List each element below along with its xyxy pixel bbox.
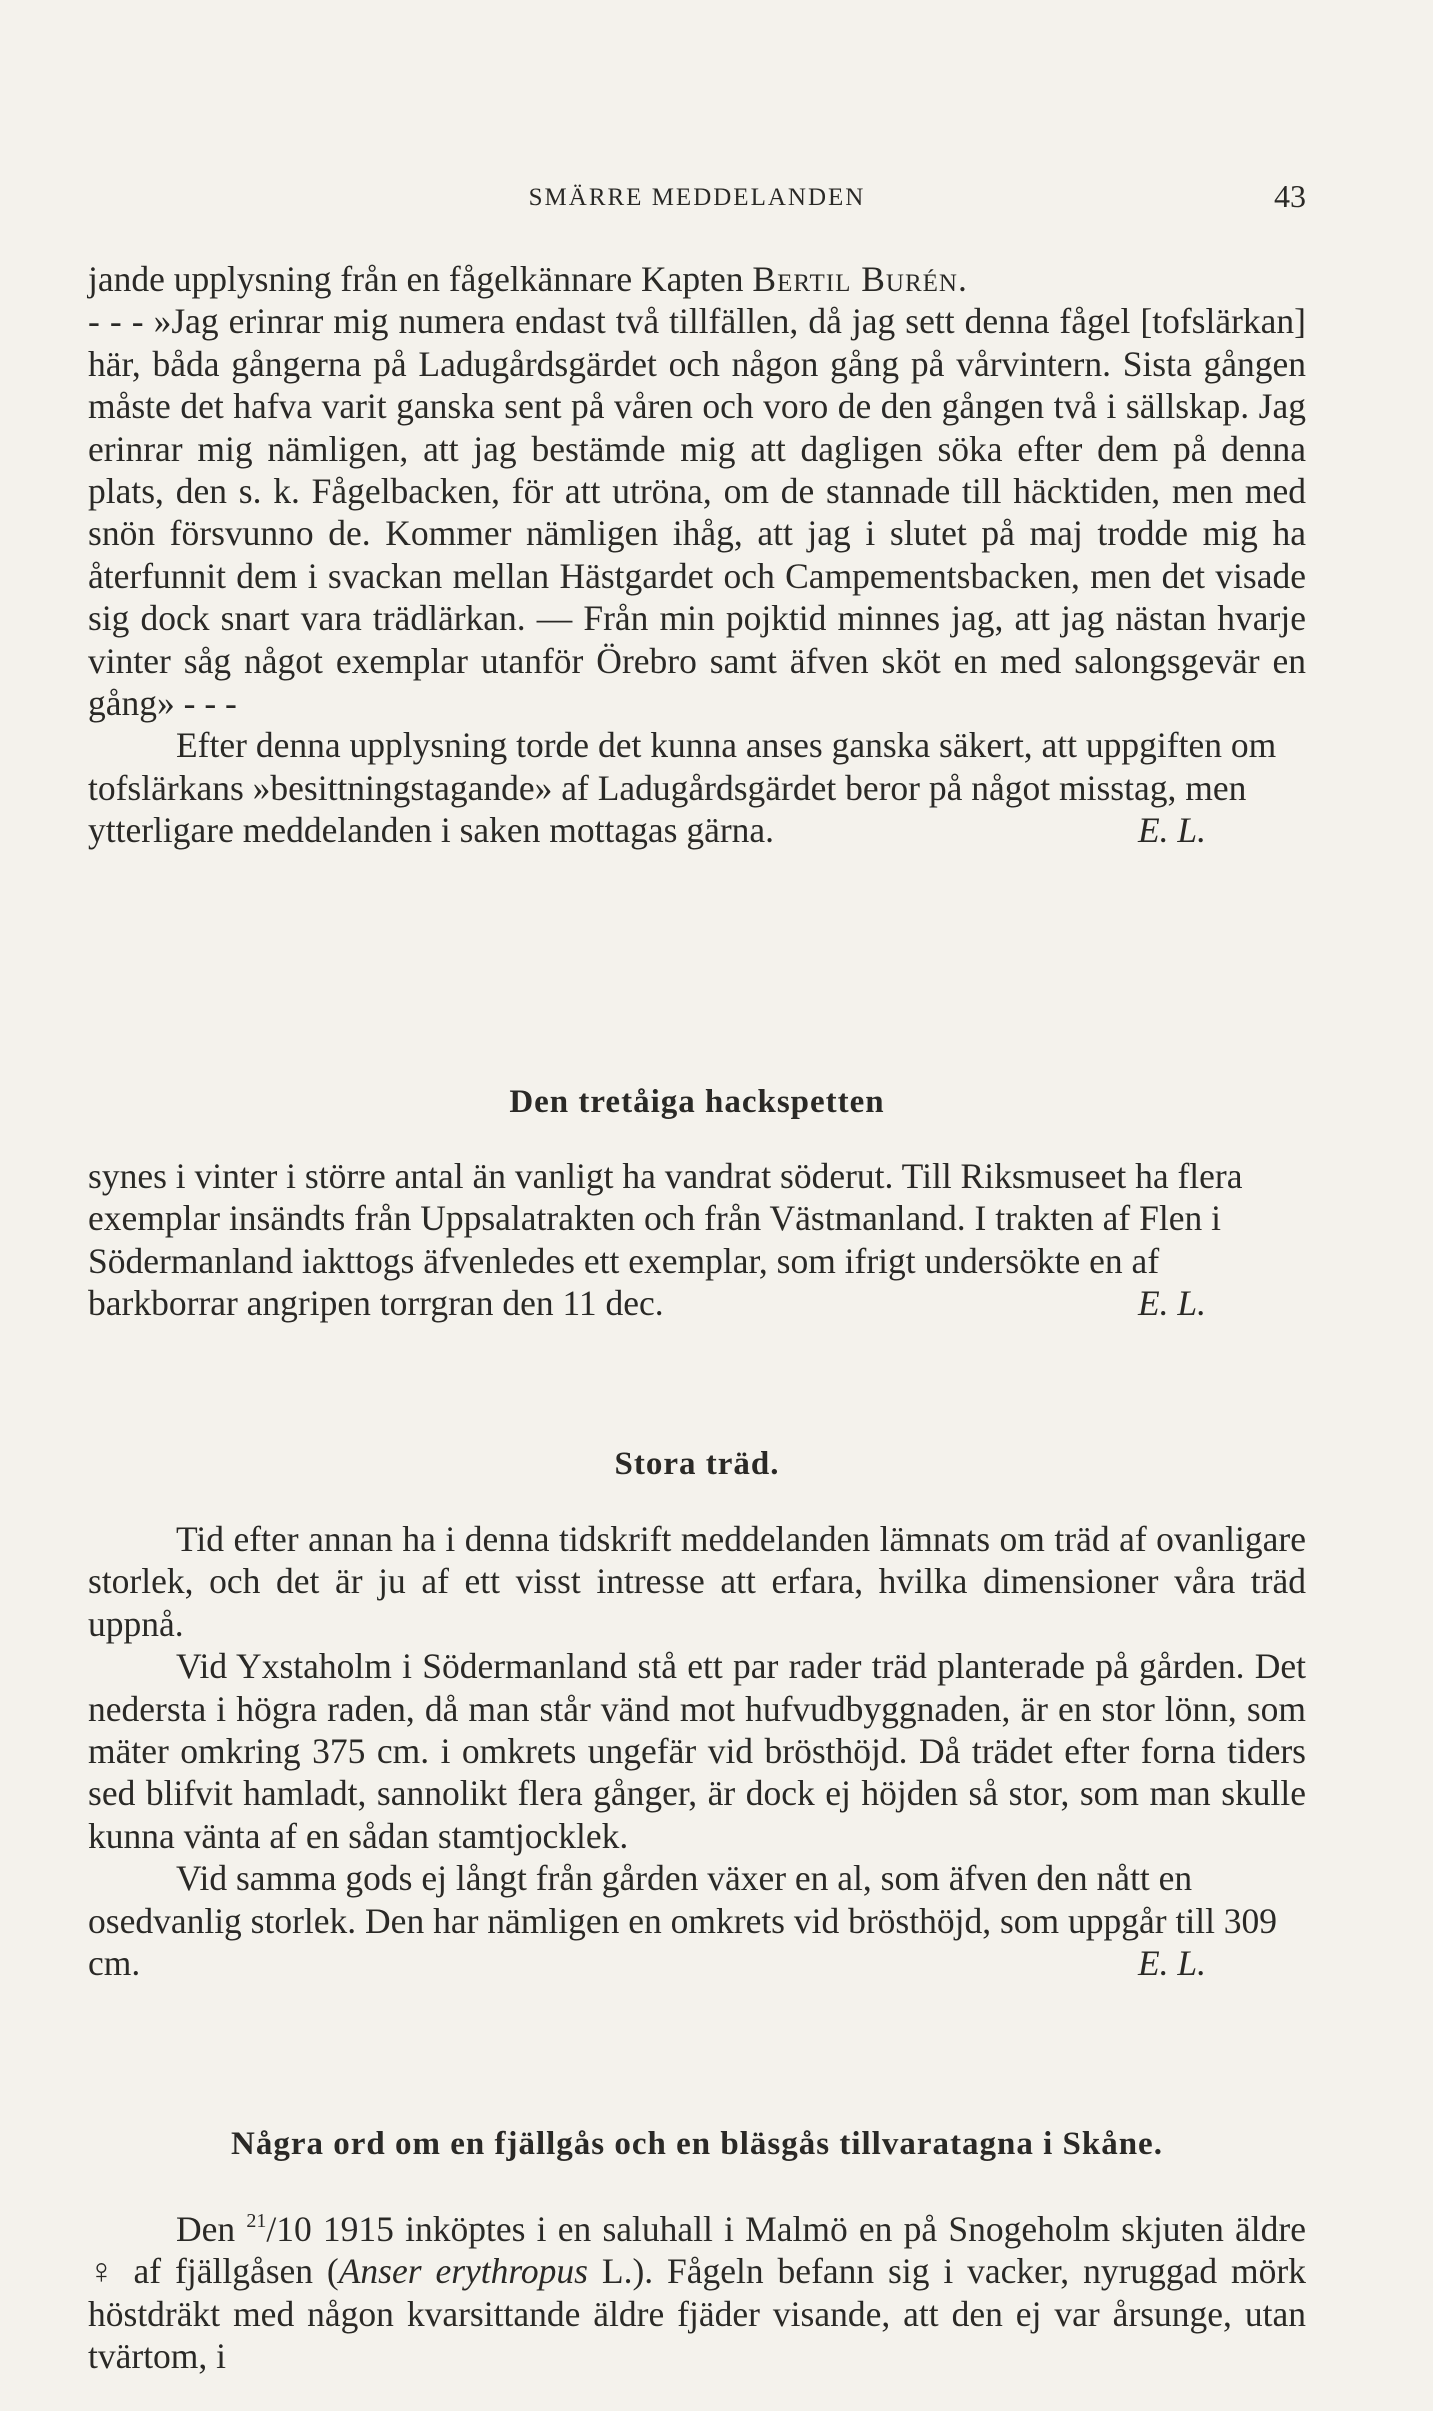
paragraph: synes i vinter i större antal än vanligt ha vandrat söderut. Till Riksmuseet ha flera exemplar insändts från Uppsalatrakten och från Västmanland. I trakten af Flen i Södermanland iakttogs äfvenledes ett exemplar, som ifrigt undersökte en af barkborrar angripen torrgran den 11 dec. E. L.	[88, 1156, 1243, 1324]
intro-text: jande upplysning från en fågelkännare Kapten	[88, 259, 753, 299]
section-hackspetten	[88, 1155, 1306, 1325]
paragraph: - - - »Jag erinrar mig numera endast två tillfällen, då jag sett denna fågel [tofslärkan] här, båda gångerna på Ladugårdsgärdet och någon gång på vårvintern. Sista gången måste det hafva varit ganska sent på våren och voro de den gången två i sällskap. Jag erinrar mig nämligen, att jag bestämde mig att dagligen söka efter dem på denna plats, den s. k. Fågelbacken, för att utröna, om de stannade till häcktiden, men med snön försvunno de. Kommer nämligen ihåg, att jag i slutet på maj trodde mig ha återfunnit dem i svackan mellan Hästgardet och Campementsbacken, men det visade sig dock snart vara trädlärkan. — Från min pojktid minnes jag, att jag nästan hvarje vinter såg något exemplar utanför Örebro samt äfven sköt en med salongsgevär en gång» - - -	[88, 301, 1306, 724]
species-name: Anser erythropus	[338, 2251, 588, 2292]
paragraph: Vid samma gods ej långt från gården växer en al, som äfven den nått en osedvanlig storlek. Den har nämligen en omkrets vid brösthöjd, som uppgår till 309 cm. E. L.	[88, 1858, 1278, 1984]
paragraph: Efter denna upplysning torde det kunna anses ganska säkert, att uppgiften om tofslärkans »besittningstagande» af Ladugårdsgärdet beror på något misstag, men ytterligare meddelanden i saken mottagas gärna. E. L.	[88, 725, 1277, 851]
page-number: 43	[1274, 178, 1306, 214]
section-tofslarkan	[88, 258, 1306, 852]
section-heading: Stora träd.	[614, 1446, 780, 1482]
section-heading: Några ord om en fjällgås och en bläsgås tillvaratagna i Skåne.	[231, 2126, 1163, 2162]
signature: E. L.	[1137, 1943, 1206, 1984]
page-header	[88, 178, 1306, 218]
paragraph	[88, 258, 1306, 300]
paragraph: Vid Yxstaholm i Södermanland stå ett par rader träd planterade på gården. Det nedersta i högra raden, då man står vänd mot hufvudbyggnaden, är en stor lönn, som mäter omkring 375 cm. i omkrets ungefär vid brösthöjd. Då trädet efter forna tiders sed blifvit hamladt, sannolikt flera gånger, är dock ej höjden så stor, som man skulle kunna vänta af en sådan stamtjocklek.	[88, 1646, 1306, 1856]
person-name: Bertil Burén.	[752, 259, 968, 299]
signature: E. L.	[1137, 1283, 1206, 1324]
paragraph: Tid efter annan ha i denna tidskrift meddelanden lämnats om träd af ovanligare storlek, och det är ju af ett visst intresse att erfara, hvilka dimensioner våra träd uppnå.	[88, 1519, 1306, 1644]
paragraph: Den $^{21}$/10 1915 inköptes i en saluhall i Malmö en på Snogeholm skjuten äldre ♀ af fjällgåsen (Anser erythropus L.). Fågeln befann sig i vacker, nyruggad mörk höstdräkt med någon kvarsittande äldre fjäder visande, att den ej var årsunge, utan tvärtom, i	[88, 2209, 1306, 2377]
date-superscript: 21	[246, 2210, 267, 2232]
section-fjallgas	[88, 2208, 1306, 2378]
section-stora-trad	[88, 1518, 1306, 1984]
running-head: SMÄRRE MEDDELANDEN	[528, 184, 866, 211]
signature: E. L.	[1137, 810, 1206, 851]
section-heading: Den tretåiga hackspetten	[509, 1084, 885, 1120]
